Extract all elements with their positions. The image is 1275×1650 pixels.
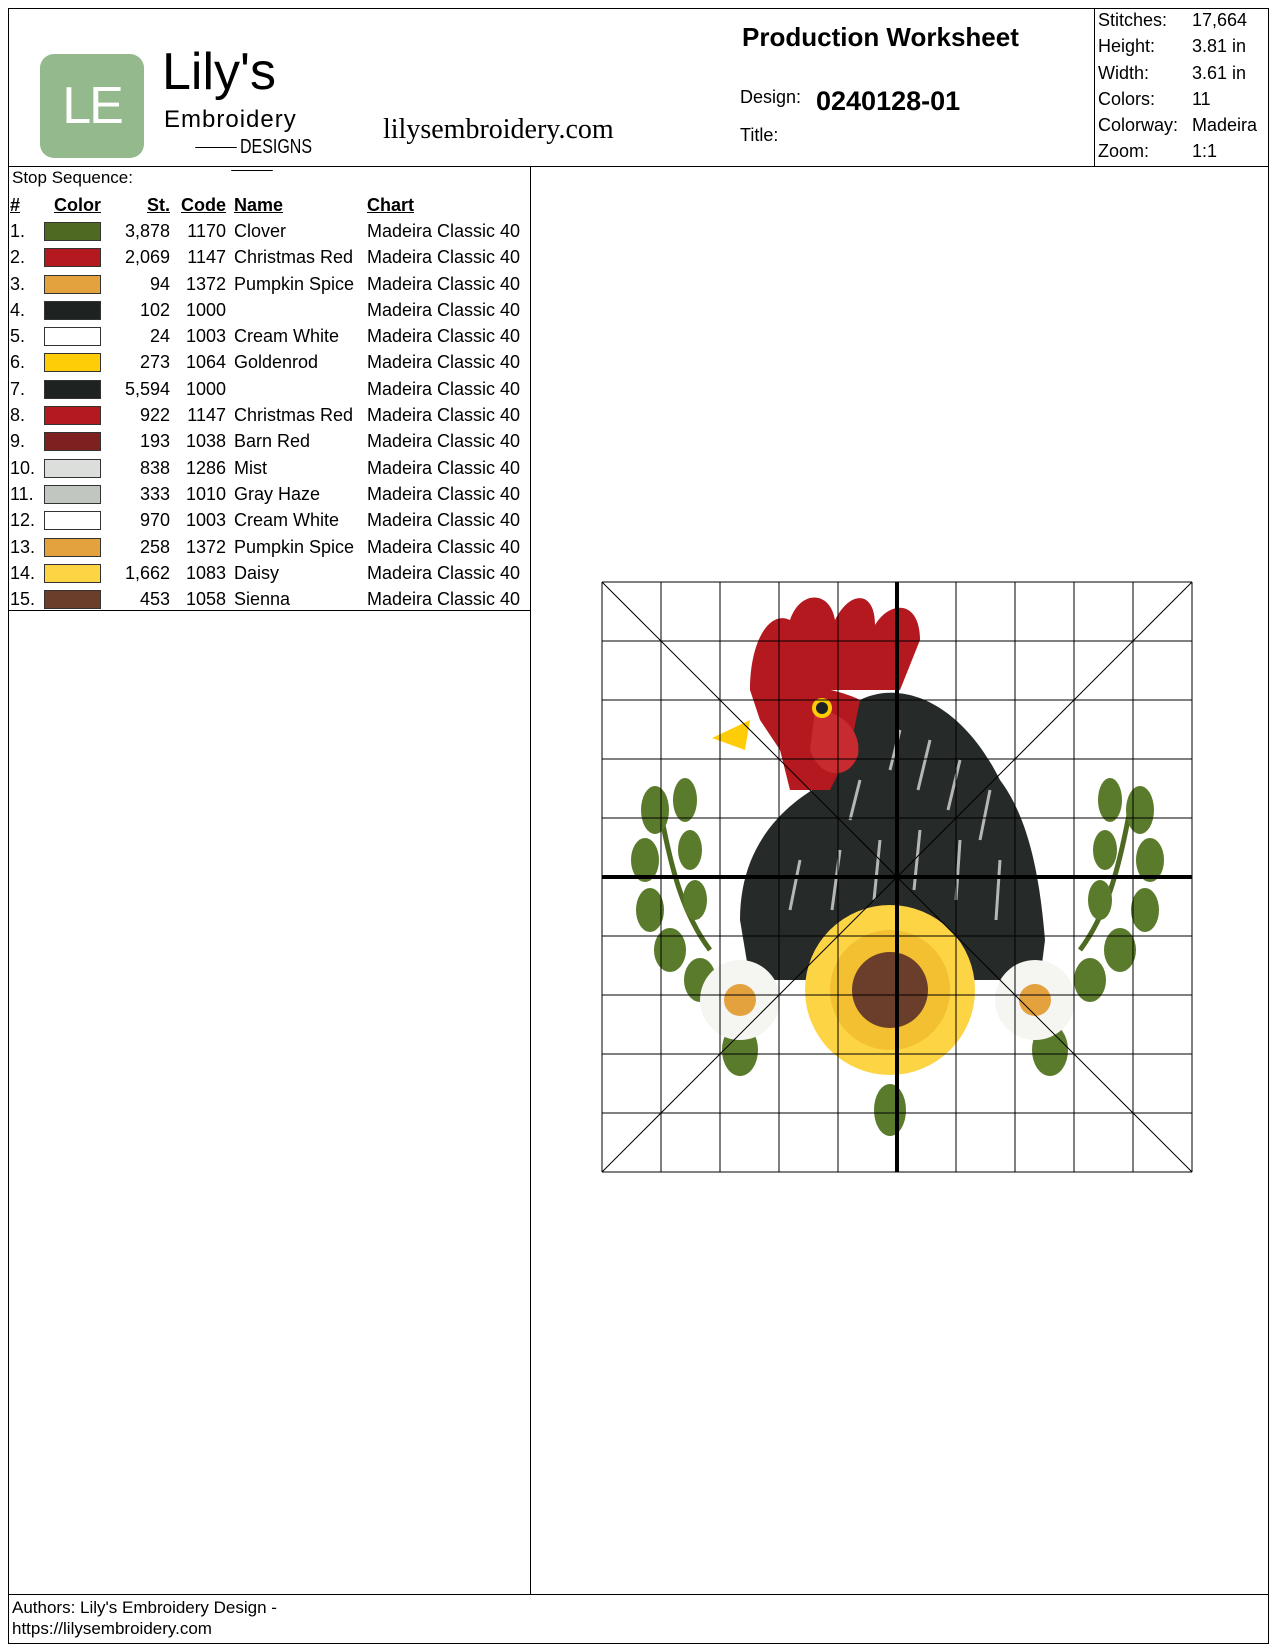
stat-value: 17,664 [1192,10,1248,30]
row-number: 10. [10,457,36,478]
row-number: 3. [10,273,26,294]
color-swatch [44,353,101,372]
thread-name: Christmas Red [234,247,354,268]
thread-code: 1372 [185,536,226,557]
table-row [10,218,520,244]
table-row [10,586,520,612]
stitch-count: 3,878 [124,220,170,241]
stat-row [1098,36,1257,62]
thread-name: Gray Haze [234,483,321,504]
row-number: 5. [10,326,26,347]
table-row [10,402,520,428]
color-cell [44,508,108,534]
thread-chart: Madeira Classic 40 [367,483,521,504]
thread-chart: Madeira Classic 40 [367,352,521,373]
color-swatch [44,459,101,478]
stat-value: Madeira [1192,115,1258,136]
row-number: 12. [10,510,36,531]
thread-code: 1058 [185,589,226,610]
website: lilysembroidery.com [383,114,614,145]
color-swatch [44,380,101,399]
title-label: Title: [740,125,779,145]
logo-line3: DESIGNS [182,136,323,182]
table-row [10,455,520,481]
thread-name [230,297,367,323]
border-right [1268,8,1269,1644]
stitch-count: 1,662 [124,562,170,583]
stat-row [1098,141,1257,167]
color-cell [44,218,108,244]
footer [12,1597,277,1639]
thread-code: 1010 [185,483,226,504]
stat-value: 3.61 in [1192,62,1247,83]
border-bottom [8,1643,1269,1644]
stat-row [1098,89,1257,115]
stat-key: Colorway: [1098,115,1179,136]
thread-code: 1000 [185,299,226,320]
stat-value: 11 [1192,88,1211,109]
table-row [10,534,520,560]
stitch-count: 258 [139,536,170,557]
thread-chart: Madeira Classic 40 [367,273,521,294]
header-code: Code [181,194,226,215]
color-swatch [44,406,101,425]
thread-chart: Madeira Classic 40 [367,299,521,320]
thread-code: 1083 [185,562,226,583]
table-row [10,429,520,455]
table-row [10,508,520,534]
row-number: 1. [10,220,26,241]
border-left [8,8,9,1644]
color-swatch [44,275,101,294]
thread-chart: Madeira Classic 40 [367,431,521,452]
thread-name: Goldenrod [234,352,319,373]
color-cell [44,455,108,481]
logo-name: Lily's [162,43,276,101]
stat-key: Height: [1098,36,1156,57]
header-num: # [10,194,21,215]
row-number: 14. [10,562,36,583]
thread-chart: Madeira Classic 40 [367,220,521,241]
footer-url[interactable]: https://lilysembroidery.com [12,1619,212,1638]
row-number: 4. [10,299,26,320]
color-swatch [44,222,101,241]
design-preview [600,580,1196,1176]
stitch-count: 94 [149,273,170,294]
logo-mark: LE [40,54,144,158]
thread-chart: Madeira Classic 40 [367,378,521,399]
color-swatch [44,432,101,451]
stitch-count: 922 [139,405,170,426]
design-label: Design: [740,87,802,107]
border-top [8,8,1269,9]
thread-code: 1147 [187,405,226,426]
thread-name: Mist [234,457,267,478]
stitch-count: 838 [139,457,170,478]
stitch-count: 2,069 [124,247,170,268]
color-swatch [44,538,101,557]
thread-chart: Madeira Classic 40 [367,247,521,268]
stat-key: Stitches: [1098,10,1168,30]
header-name: Name [234,194,284,215]
page-title: Production Worksheet [742,22,1019,52]
color-swatch [44,301,101,320]
row-number: 11. [10,483,34,504]
stats-divider [1094,8,1095,166]
thread-name: Cream White [234,510,340,531]
thread-name: Pumpkin Spice [234,536,355,557]
thread-name: Daisy [234,562,280,583]
stop-sequence-table [10,192,520,613]
stat-value: 1:1 [1192,141,1218,162]
color-cell [44,376,108,402]
row-number: 7. [10,378,26,399]
logo-line2: Embroidery [164,106,297,133]
thread-chart: Madeira Classic 40 [367,589,521,610]
thread-code: 1003 [185,510,226,531]
thread-name: Barn Red [234,431,311,452]
color-cell [44,402,108,428]
table-row [10,350,520,376]
stitch-count: 453 [139,589,170,610]
thread-chart: Madeira Classic 40 [367,457,521,478]
color-swatch [44,327,101,346]
table-row [10,297,520,323]
color-cell [44,350,108,376]
column-divider [530,166,531,1594]
design-value: 0240128-01 [816,86,961,116]
alignment-grid [602,582,1192,1172]
stat-row [1098,115,1257,141]
stats-panel [1098,10,1257,168]
thread-code: 1170 [187,220,226,241]
row-number: 9. [10,431,26,452]
thread-code: 1064 [185,352,226,373]
color-cell [44,323,108,349]
footer-divider [8,1594,1269,1595]
stat-key: Colors: [1098,88,1156,109]
row-number: 15. [10,589,36,610]
stitch-count: 5,594 [124,378,170,399]
stitch-count: 102 [139,299,170,320]
table-row [10,560,520,586]
color-cell [44,271,108,297]
row-number: 13. [10,536,36,557]
thread-chart: Madeira Classic 40 [367,326,521,347]
color-cell [44,534,108,560]
color-cell [44,481,108,507]
color-cell [44,297,108,323]
stat-value: 3.81 in [1192,36,1247,57]
thread-name: Clover [234,220,287,241]
stitch-count: 333 [139,483,170,504]
thread-chart: Madeira Classic 40 [367,562,521,583]
header-st: St. [146,194,170,215]
color-swatch [44,485,101,504]
stat-key: Width: [1098,62,1150,83]
thread-code: 1038 [185,431,226,452]
thread-code: 1147 [187,247,226,268]
color-cell [44,586,108,612]
thread-code: 1372 [185,273,226,294]
color-swatch [44,511,101,530]
color-swatch [44,564,101,583]
stitch-count: 273 [139,352,170,373]
footer-authors: Authors: Lily's Embroidery Design - [12,1598,277,1617]
table-row [10,481,520,507]
color-cell [44,429,108,455]
table-row [10,245,520,271]
stitch-count: 24 [149,326,170,347]
stat-row [1098,10,1257,36]
thread-chart: Madeira Classic 40 [367,405,521,426]
color-swatch [44,248,101,267]
thread-name [230,376,367,402]
thread-code: 1286 [185,457,226,478]
row-number: 8. [10,405,26,426]
stitch-count: 970 [139,510,170,531]
stat-row [1098,63,1257,89]
stitch-count: 193 [139,431,170,452]
table-row [10,271,520,297]
thread-name: Pumpkin Spice [234,273,355,294]
color-swatch [44,590,101,609]
thread-chart: Madeira Classic 40 [367,510,521,531]
color-cell [44,560,108,586]
table-row [10,376,520,402]
thread-name: Sienna [234,589,291,610]
color-cell [44,245,108,271]
thread-code: 1000 [185,378,226,399]
thread-name: Cream White [234,326,340,347]
thread-code: 1003 [185,326,226,347]
header-color: Color [54,194,101,215]
stop-sequence-label: Stop Sequence: [12,168,133,187]
header-chart: Chart [367,194,415,215]
thread-chart: Madeira Classic 40 [367,536,521,557]
table-row [10,323,520,349]
row-number: 2. [10,247,26,268]
thread-name: Christmas Red [234,405,354,426]
stat-key: Zoom: [1098,141,1150,162]
row-number: 6. [10,352,26,373]
